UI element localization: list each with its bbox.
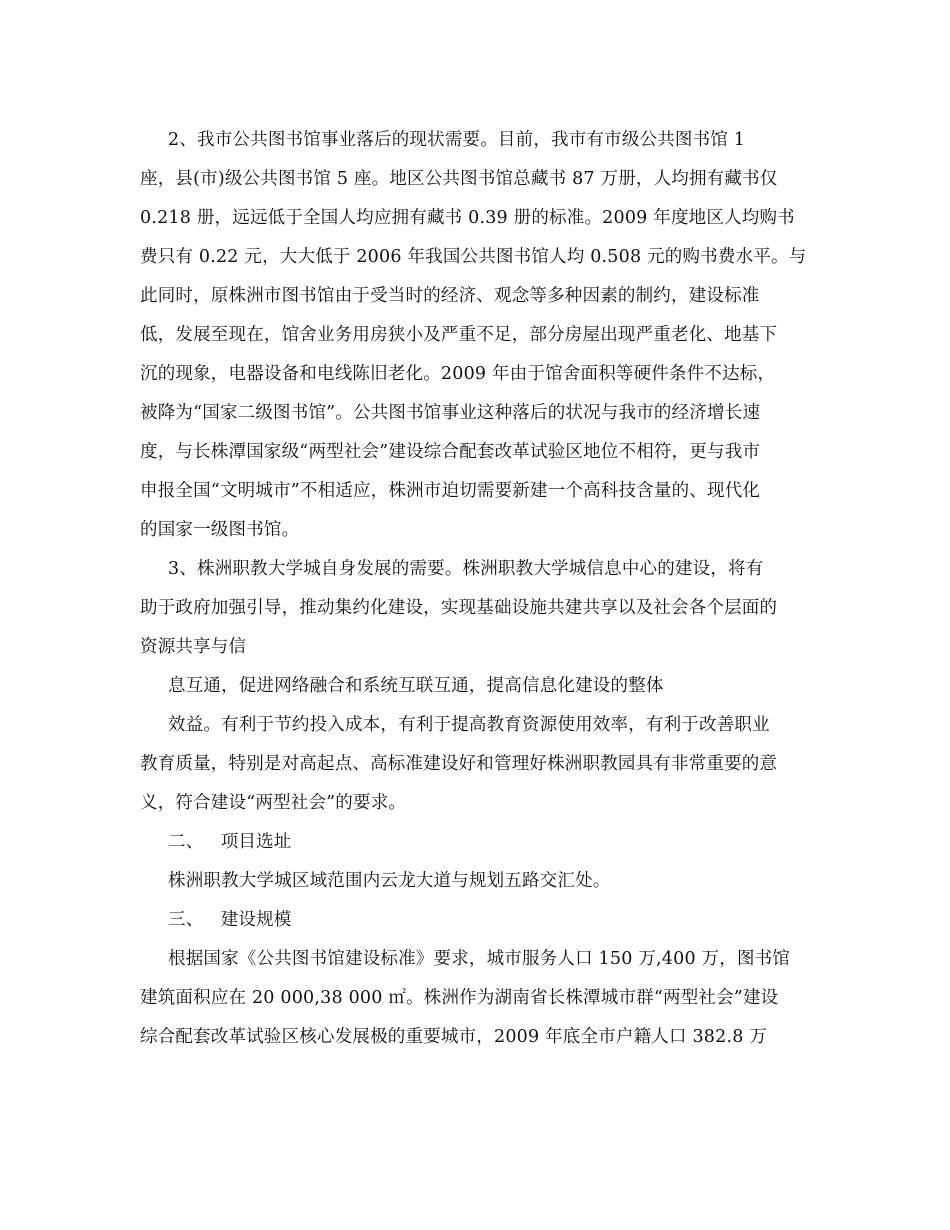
- paragraph-line: 费只有 0.22 元，大大低于 2006 年我国公共图书馆人均 0.508 元的购书费水平。与: [140, 247, 807, 267]
- paragraph-line: 0.218 册，远远低于全国人均应拥有藏书 0.39 册的标准。2009 年度地区人均购书: [140, 208, 795, 228]
- paragraph-line: 根据国家《公共图书馆建设标准》要求，城市服务人口 150 万,400 万，图书馆: [168, 949, 791, 969]
- paragraph-line: 此同时，原株洲市图书馆由于受当时的经济、观念等多种因素的制约，建设标准: [140, 286, 760, 306]
- paragraph-line: 教育质量，特别是对高起点、高标准建设好和管理好株洲职教园具有非常重要的意: [140, 754, 778, 774]
- paragraph-line: 株洲职教大学城区域范围内云龙大道与规划五路交汇处。: [168, 871, 611, 891]
- paragraph-line: 的国家一级图书馆。: [140, 520, 300, 540]
- paragraph-line: 效益。有利于节约投入成本，有利于提高教育资源使用效率，有利于改善职业: [168, 715, 770, 735]
- section-heading: 三、 建设规模: [168, 910, 292, 930]
- paragraph-line: 义，符合建设“两型社会”的要求。: [140, 793, 407, 813]
- paragraph-line: 低，发展至现在，馆舍业务用房狭小及严重不足，部分房屋出现严重老化、地基下: [140, 325, 778, 345]
- paragraph-line: 综合配套改革试验区核心发展极的重要城市，2009 年底全市户籍人口 382.8 万: [140, 1027, 768, 1047]
- paragraph-line: 2、我市公共图书馆事业落后的现状需要。目前，我市有市级公共图书馆 1: [168, 130, 746, 150]
- paragraph-line: 沉的现象，电器设备和电线陈旧老化。2009 年由于馆舍面积等硬件条件不达标，: [140, 364, 776, 384]
- paragraph-line: 被降为“国家二级图书馆”。公共图书馆事业这种落后的状况与我市的经济增长速: [140, 403, 761, 423]
- paragraph-line: 座，县(市)级公共图书馆 5 座。地区公共图书馆总藏书 87 万册，人均拥有藏书仅: [140, 169, 778, 189]
- paragraph-line: 申报全国“文明城市”不相适应，株洲市迫切需要新建一个高科技含量的、现代化: [140, 481, 761, 501]
- paragraph-line: 息互通，促进网络融合和系统互联互通，提高信息化建设的整体: [168, 676, 664, 696]
- paragraph-line: 度，与长株潭国家级“两型社会”建设综合配套改革试验区地位不相符，更与我市: [140, 442, 761, 462]
- paragraph-line: 助于政府加强引导，推动集约化建设，实现基础设施共建共享以及社会各个层面的: [140, 598, 778, 618]
- paragraph-line: 资源共享与信: [140, 637, 247, 657]
- paragraph-line: 建筑面积应在 20 000,38 000 ㎡。株洲作为湖南省长株潭城市群“两型社会”建设: [140, 988, 779, 1008]
- section-heading: 二、 项目选址: [168, 832, 292, 852]
- paragraph-line: 3、株洲职教大学城自身发展的需要。株洲职教大学城信息中心的建设，将有: [168, 559, 764, 579]
